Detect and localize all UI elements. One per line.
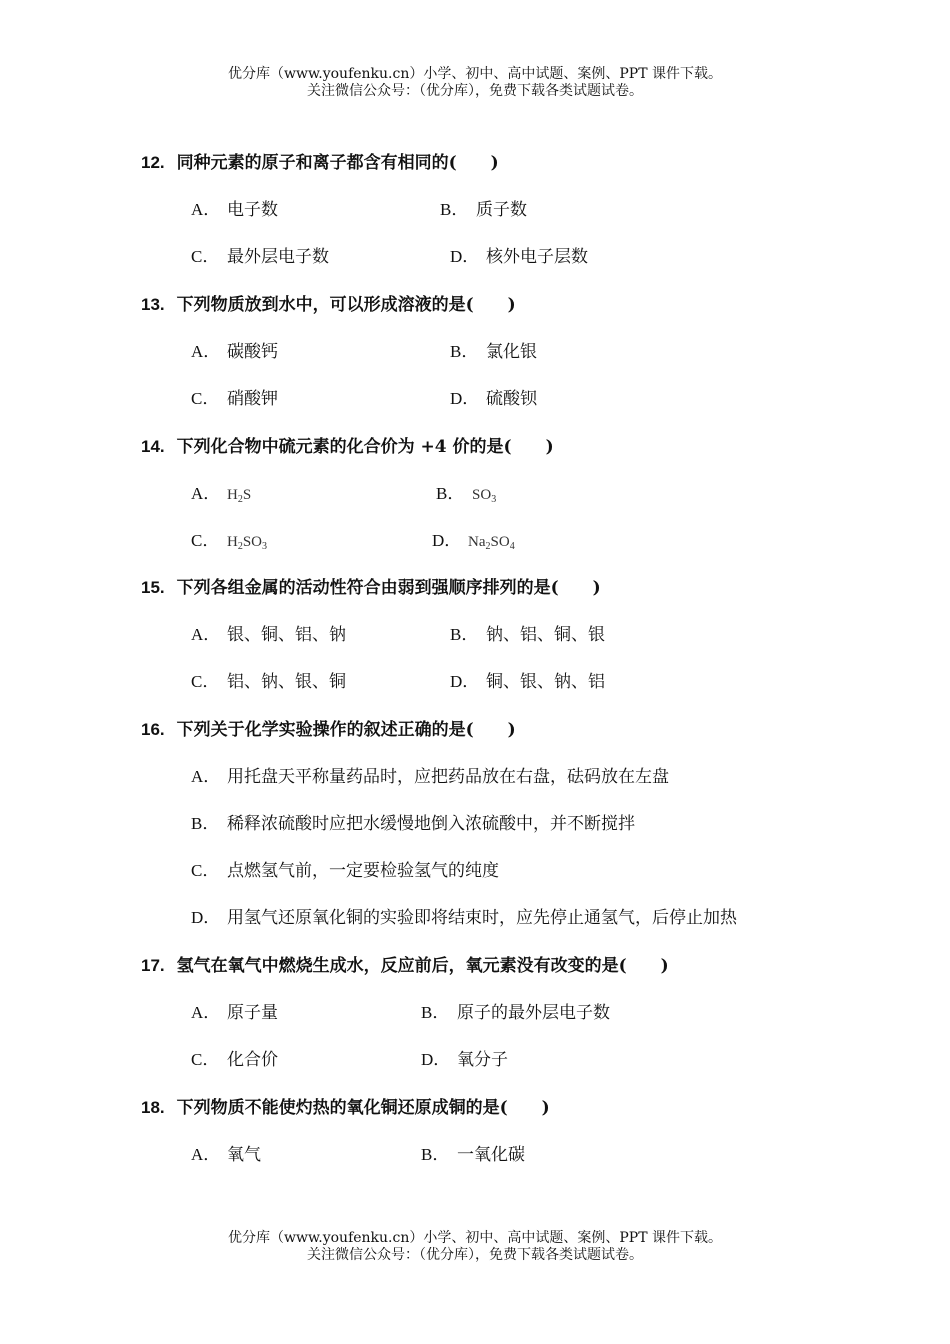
question-stem: 下列物质放到水中，可以形成溶液的是( ) [176,295,516,315]
option-text: 用氢气还原氧化铜的实验即将结束时，应先停止通氢气，后停止加热 [227,908,737,928]
option-label: D． [421,1050,451,1069]
formula-h2so3: $H_2SO_3$ [227,534,268,552]
question-stem: 氢气在氧气中燃烧生成水，反应前后，氧元素没有改变的是( ) [176,956,669,976]
option-text: 最外层电子数 [227,247,329,267]
option-label: A． [191,1003,221,1022]
option-label: A． [191,767,221,786]
question-number: 16. [141,720,165,739]
option-text: 原子的最外层电子数 [457,1003,610,1023]
option-b[interactable] [450,337,537,362]
option-d[interactable] [450,242,588,267]
question-15 [141,573,601,598]
option-text: 用托盘天平称量药品时，应把药品放在右盘，砝码放在左盘 [227,767,669,787]
option-label: B． [450,342,479,361]
option-label: B． [421,1145,450,1164]
option-text: 氧气 [227,1145,261,1165]
option-label: D． [450,672,480,691]
footer-line-1: 优分库（www.youfenku.cn）小学、初中、高中试题、案例、PPT 课件下载。 [227,1230,722,1246]
option-text: 氧分子 [457,1050,508,1070]
question-12 [141,148,499,173]
option-label: C． [191,247,220,266]
option-b[interactable] [440,195,527,220]
option-label: B． [421,1003,450,1022]
option-label: A． [191,625,221,644]
option-a[interactable] [191,762,669,787]
option-a[interactable] [191,1140,261,1165]
header-line-1: 优分库（www.youfenku.cn）小学、初中、高中试题、案例、PPT 课件下载。 [227,66,722,82]
option-text: 碳酸钙 [227,342,278,362]
question-number: 15. [141,578,165,597]
option-label: D． [450,247,480,266]
option-text: 硝酸钾 [227,389,278,409]
question-stem: 下列各组金属的活动性符合由弱到强顺序排列的是( ) [176,578,601,598]
option-b[interactable] [450,620,605,645]
option-a[interactable] [191,479,251,504]
question-number: 12. [141,153,165,172]
option-label: C． [191,389,220,408]
option-c[interactable] [191,526,267,551]
option-label: C． [191,672,220,691]
option-label: D． [450,389,480,408]
option-text: 铜、银、钠、铝 [486,672,605,692]
question-number: 17. [141,956,165,975]
option-text: 硫酸钡 [486,389,537,409]
option-text: 化合价 [227,1050,278,1070]
question-number: 13. [141,295,165,314]
option-text: 铝、钠、银、铜 [227,672,346,692]
question-stem: 下列化合物中硫元素的化合价为 +4 价的是( ) [176,437,554,457]
option-label: A． [191,342,221,361]
question-stem: 同种元素的原子和离子都含有相同的( ) [176,153,499,173]
option-c[interactable] [191,1045,278,1070]
option-label: B． [191,814,220,833]
formula-na2so4: $Na_2SO_4$ [468,534,515,552]
option-b[interactable] [436,479,496,504]
option-label: D． [432,531,462,550]
option-d[interactable] [432,526,515,551]
option-d[interactable] [191,903,737,928]
option-label: C． [191,531,220,550]
option-label: C． [191,1050,220,1069]
question-stem: 下列物质不能使灼热的氧化铜还原成铜的是( ) [176,1098,550,1118]
option-text: 点燃氢气前，一定要检验氢气的纯度 [227,861,499,881]
option-c[interactable] [191,856,499,881]
option-text: 氯化银 [486,342,537,362]
question-stem: 下列关于化学实验操作的叙述正确的是( ) [176,720,516,740]
question-14 [141,432,554,457]
option-c[interactable] [191,384,278,409]
option-d[interactable] [450,384,537,409]
option-text: 质子数 [476,200,527,220]
option-label: B． [450,625,479,644]
option-label: A． [191,484,221,503]
option-text: 核外电子层数 [486,247,588,267]
question-18 [141,1093,550,1118]
option-text: 钠、铝、铜、银 [486,625,605,645]
question-number: 14. [141,437,165,456]
option-label: B． [436,484,465,503]
option-d[interactable] [450,667,605,692]
option-a[interactable] [191,195,278,220]
question-number: 18. [141,1098,165,1117]
option-text: 银、铜、铝、钠 [227,625,346,645]
option-label: B． [440,200,469,219]
page-footer [0,1230,950,1264]
header-line-2: 关注微信公众号：（优分库），免费下载各类试题试卷。 [307,83,643,99]
question-16 [141,715,516,740]
option-a[interactable] [191,998,278,1023]
option-b[interactable] [421,1140,525,1165]
option-label: A． [191,1145,221,1164]
formula-h2s: $H_2S$ [227,487,252,505]
option-text: 一氧化碳 [457,1145,525,1165]
page-header [0,66,950,100]
option-a[interactable] [191,337,278,362]
option-text: 稀释浓硫酸时应把水缓慢地倒入浓硫酸中，并不断搅拌 [227,814,635,834]
option-d[interactable] [421,1045,508,1070]
option-text: 电子数 [227,200,278,220]
formula-so3: $SO_3$ [472,487,497,505]
question-17 [141,951,669,976]
option-b[interactable] [421,998,610,1023]
option-label: D． [191,908,221,927]
option-c[interactable] [191,242,329,267]
option-text: 原子量 [227,1003,278,1023]
question-13 [141,290,516,315]
option-c[interactable] [191,667,346,692]
option-label: A． [191,200,221,219]
option-a[interactable] [191,620,346,645]
option-b[interactable] [191,809,635,834]
option-label: C． [191,861,220,880]
footer-line-2: 关注微信公众号：（优分库），免费下载各类试题试卷。 [307,1247,643,1263]
